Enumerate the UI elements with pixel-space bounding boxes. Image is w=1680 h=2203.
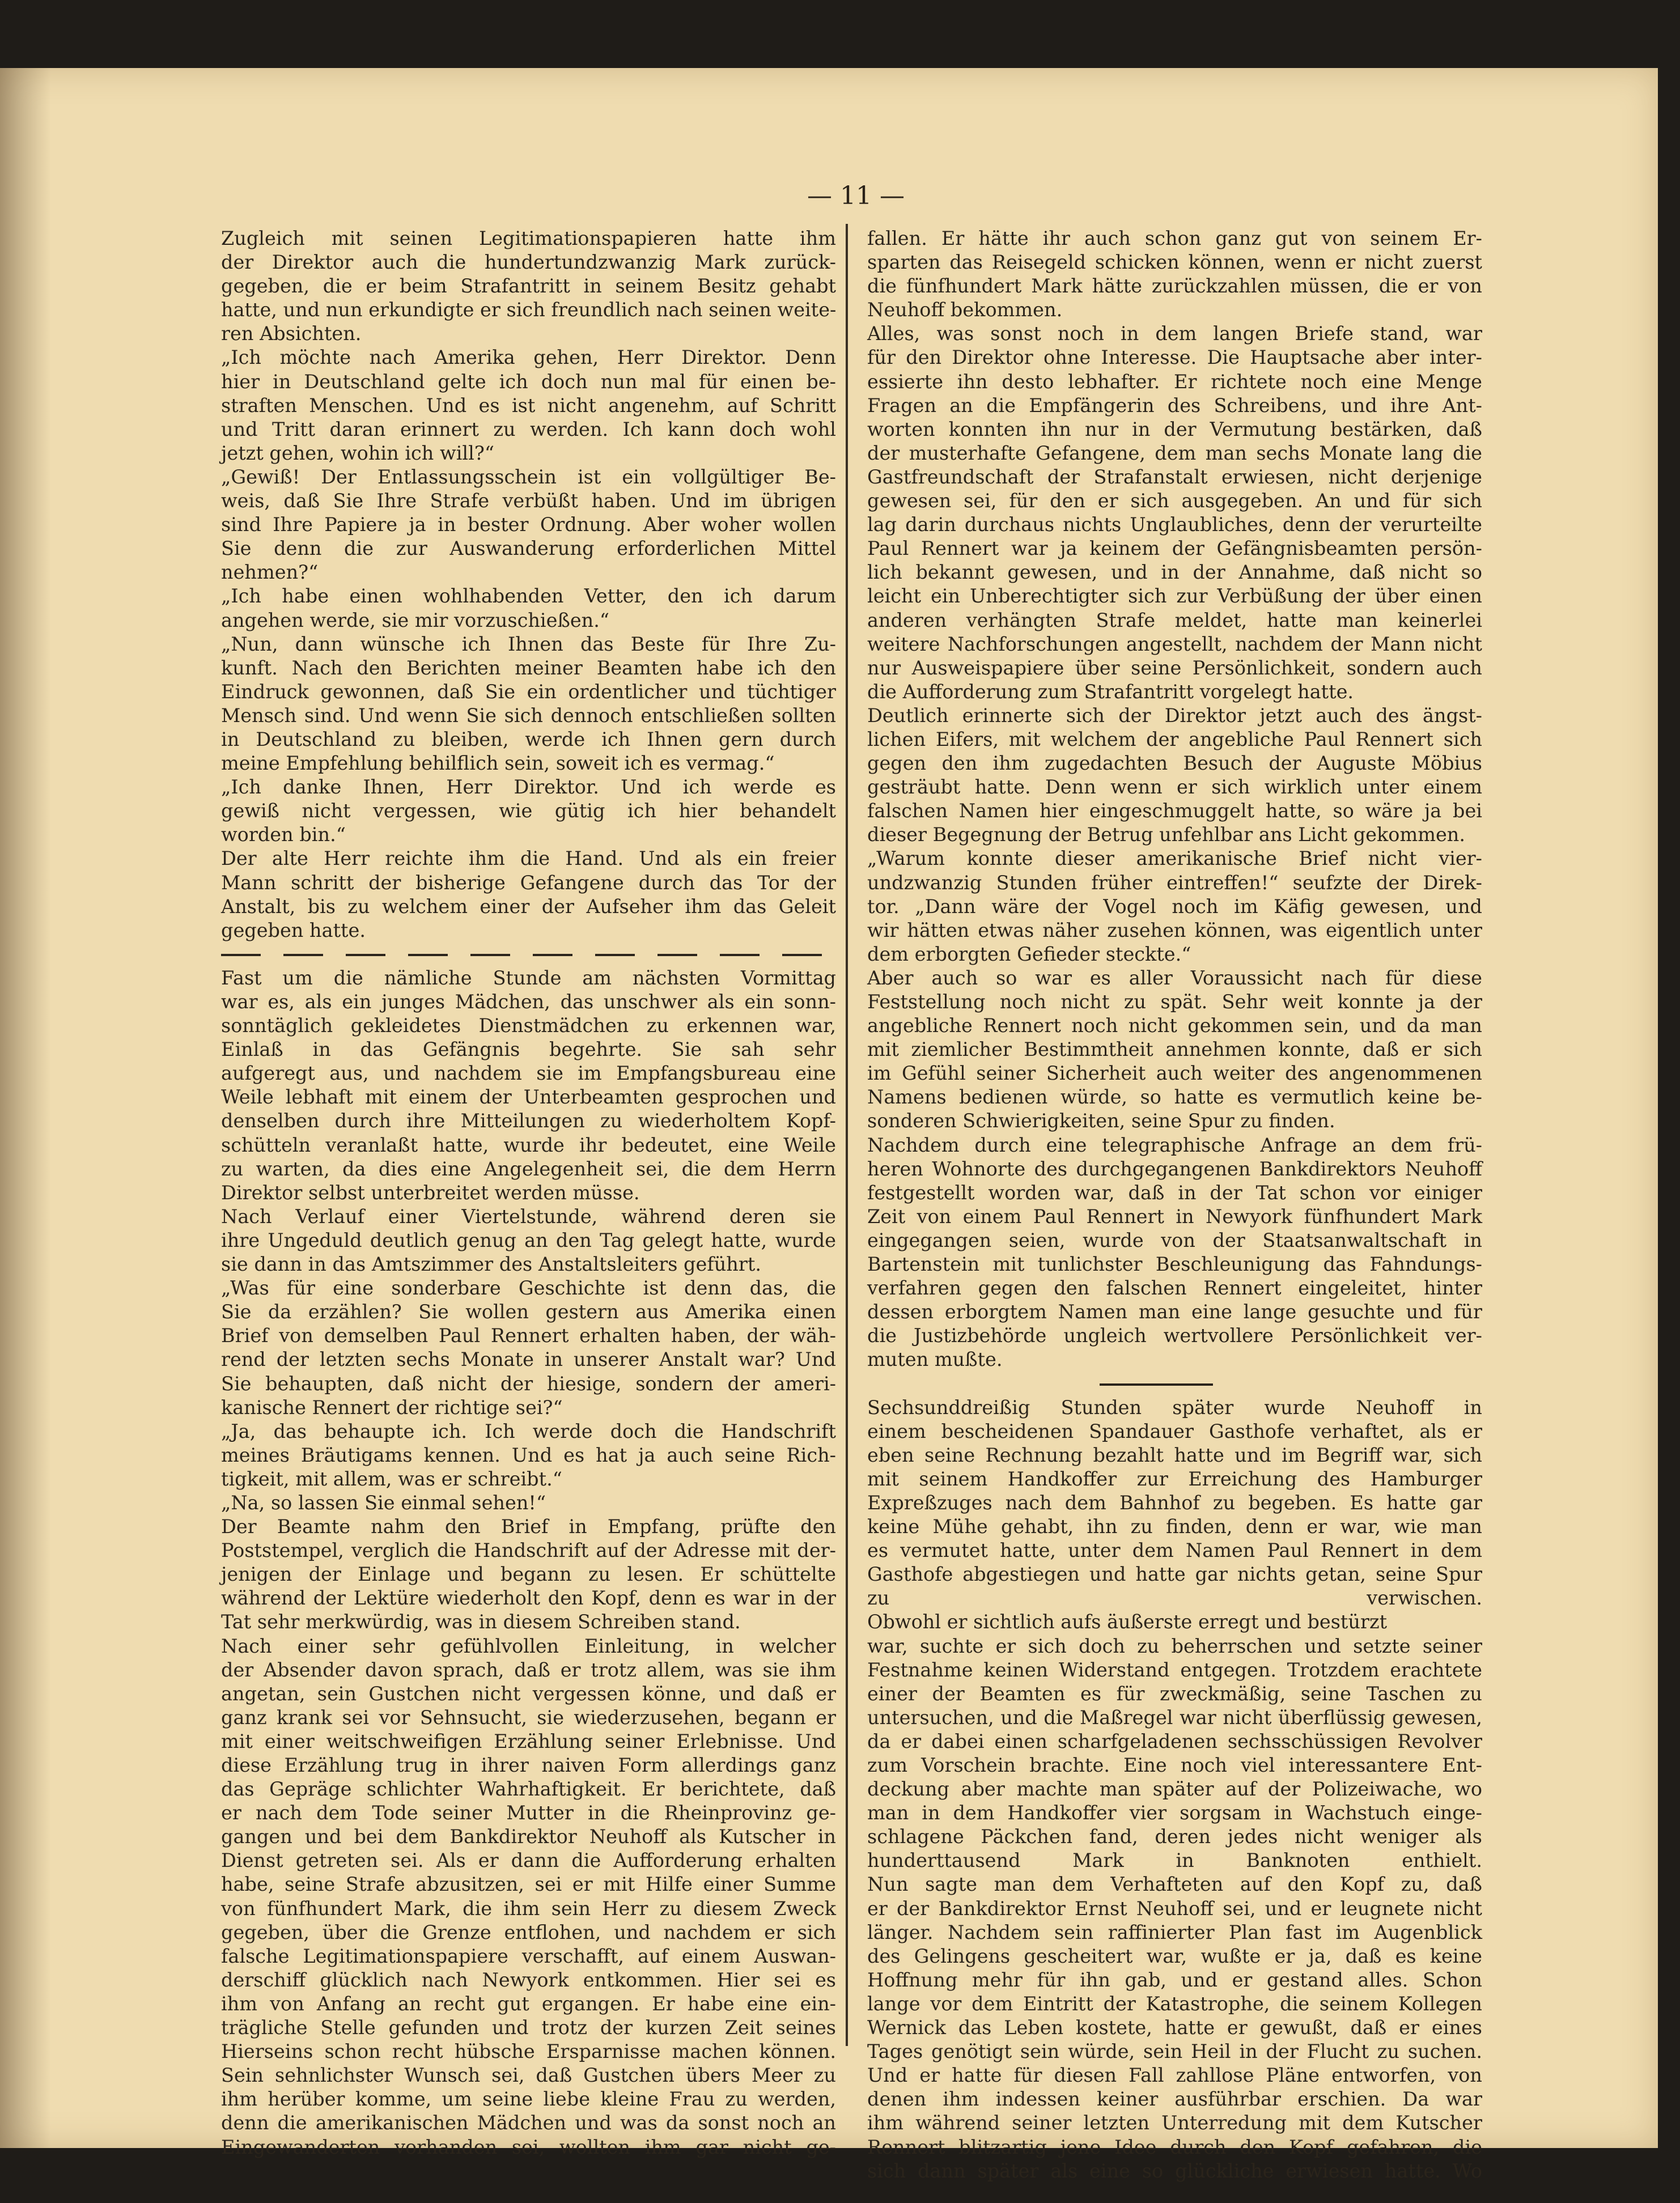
text-line: zum Vorschein brachte. Eine noch viel interessantere Ent-: [867, 1754, 1482, 1776]
text-line: Wernick das Leben kostete, hatte er gewußt, daß er eines: [867, 2017, 1482, 2039]
text-line: weis, daß Sie Ihre Strafe verbüßt haben. Und im übrigen: [221, 490, 836, 512]
text-line: zu warten, da dies eine Angelegenheit sei, die dem Herrn: [221, 1157, 836, 1180]
text-line: habe, seine Strafe abzusitzen, sei er mit Hilfe einer Summe: [221, 1873, 836, 1896]
text-line: es vermutet hatte, unter dem Namen Paul Rennert in dem: [867, 1539, 1482, 1562]
text-line: Alles, was sonst noch in dem langen Briefe stand, war: [867, 322, 1482, 345]
text-line: tor. „Dann wäre der Vogel noch im Käfig gewesen, und: [867, 895, 1482, 918]
text-line: Tages genötigt sein würde, sein Heil in der Flucht zu suchen.: [867, 2040, 1482, 2063]
text-line: länger. Nachdem sein raffinierter Plan fast im Augenblick: [867, 1921, 1482, 1943]
text-line: Einlaß in das Gefängnis begehrte. Sie sah sehr: [221, 1038, 836, 1061]
text-line: worten konnten ihn nur in der Vermutung bestärken, daß: [867, 418, 1482, 440]
text-line: tigkeit, mit allem, was er schreibt.“: [221, 1467, 562, 1490]
text-line: dieser Begegnung der Betrug unfehlbar ans Licht gekommen.: [867, 824, 1466, 846]
text-line: undzwanzig Stunden früher eintreffen!“ seufzte der Direk-: [867, 871, 1482, 894]
text-line: festgestellt worden war, daß in der Tat schon vor einiger: [867, 1181, 1482, 1204]
text-line: angehen werde, sie mir vorzuschießen.“: [221, 609, 609, 631]
text-line: Sechsunddreißig Stunden später wurde Neuhoff in: [867, 1396, 1482, 1419]
text-line: in Deutschland zu bleiben, werde ich Ihnen gern durch: [221, 728, 836, 750]
text-line: Nach Verlauf einer Viertelstunde, während deren sie: [221, 1205, 836, 1228]
text-line: Expreßzuges nach dem Bahnhof zu begeben. Es hatte gar: [867, 1491, 1482, 1514]
text-line: Nachdem durch eine telegraphische Anfrage an dem frü-: [867, 1134, 1482, 1156]
text-line: Bartenstein mit tunlichster Beschleunigung das Fahndungs-: [867, 1253, 1482, 1276]
text-line: sie dann in das Amtszimmer des Anstaltsleiters geführt.: [221, 1253, 761, 1276]
text-line: einer der Beamten es für zweckmäßig, seine Taschen zu: [867, 1682, 1482, 1705]
text-line: Gasthofe abgestiegen und hatte gar nichts getan, seine Spur: [867, 1563, 1482, 1586]
text-line: weitere Nachforschungen angestellt, nachdem der Mann nicht: [867, 633, 1482, 655]
section-separator: [221, 943, 836, 966]
text-line: lich bekannt gewesen, und in der Annahme, daß nicht so: [867, 561, 1482, 584]
section-separator: [867, 1372, 1482, 1396]
text-line: Rennert blitzartig jene Idee durch den Kopf gefahren, die: [867, 2136, 1482, 2158]
text-line: falschen Namen hier eingeschmuggelt hatte, so wäre ja bei: [867, 800, 1482, 822]
text-line: mit seinem Handkoffer zur Erreichung des Hamburger: [867, 1467, 1482, 1490]
text-line: untersuchen, und die Maßregel war nicht überflüssig gewesen,: [867, 1706, 1482, 1729]
text-line: essierte ihn desto lebhafter. Er richtete noch eine Menge: [867, 370, 1482, 393]
text-line: denselben durch ihre Mitteilungen zu wiederholtem Kopf-: [221, 1110, 836, 1132]
text-line: Mann schritt der bisherige Gefangene durch das Tor der: [221, 871, 836, 894]
text-line: Fragen an die Empfängerin des Schreibens, und ihre Ant-: [867, 394, 1482, 417]
text-line: er nach dem Tode seiner Mutter in die Rheinprovinz ge-: [221, 1802, 836, 1824]
text-line: Tat sehr merkwürdig, was in diesem Schreiben stand.: [221, 1611, 741, 1633]
text-line: Sie denn die zur Auswanderung erforderlichen Mittel: [221, 537, 836, 560]
text-line: da er dabei einen scharfgeladenen sechsschüssigen Revolver: [867, 1730, 1482, 1752]
text-line: „Gewiß! Der Entlassungsschein ist ein vollgültiger Be-: [221, 465, 836, 488]
text-line: man in dem Handkoffer vier sorgsam in Wachstuch einge-: [867, 1802, 1482, 1824]
text-line: muten mußte.: [867, 1348, 1003, 1371]
text-line: falsche Legitimationspapiere verschafft, auf einem Auswan-: [221, 1945, 836, 1967]
text-line: Dienst getreten sei. Als er dann die Aufforderung erhalten: [221, 1849, 836, 1872]
text-line: nur Ausweispapiere über seine Persönlichkeit, sondern auch: [867, 656, 1482, 679]
text-line: schütteln veranlaßt hatte, wurde ihr bedeutet, eine Weile: [221, 1134, 836, 1156]
text-line: des Gelingens gescheitert war, wußte er ja, daß es keine: [867, 1945, 1482, 1967]
text-line: ihre Ungeduld deutlich genug an den Tag gelegt hatte, wurde: [221, 1229, 836, 1251]
text-line: Sein sehnlichster Wunsch sei, daß Gustchen übers Meer zu: [221, 2064, 836, 2087]
text-line: war es, als ein junges Mädchen, das unschwer als ein sonn-: [221, 991, 836, 1013]
text-line: trägliche Stelle gefunden und trotz der kurzen Zeit seines: [221, 2017, 836, 2039]
text-line: einem bescheidenen Spandauer Gasthofe verhaftet, als er: [867, 1420, 1482, 1442]
text-line: keine Mühe gehabt, ihn zu finden, denn er war, wie man: [867, 1516, 1482, 1538]
text-line: eingegangen seien, wurde von der Staatsanwaltschaft in: [867, 1229, 1482, 1251]
text-line: hier in Deutschland gelte ich doch nun mal für einen be-: [221, 370, 836, 393]
text-line: sind Ihre Papiere ja in bester Ordnung. Aber woher wollen: [221, 513, 836, 536]
text-line: „Ich danke Ihnen, Herr Direktor. Und ich werde es: [221, 776, 836, 799]
text-line: gegeben, über die Grenze entflohen, und nachdem er sich: [221, 1921, 836, 1943]
text-line: „Ja, das behaupte ich. Ich werde doch die Handschrift: [221, 1420, 836, 1442]
text-line: hunderttausend Mark in Banknoten enthielt.: [867, 1849, 1482, 1872]
text-line: Der Beamte nahm den Brief in Empfang, prüfte den: [221, 1516, 836, 1538]
page-gutter-shadow: [0, 68, 51, 2148]
text-line: ihm von Anfang an recht gut ergangen. Er habe eine ein-: [221, 1992, 836, 2015]
text-line: nehmen?“: [221, 561, 319, 584]
text-line: heren Wohnorte des durchgegangenen Bankdirektors Neuhoff: [867, 1157, 1482, 1180]
text-line: meines Bräutigams kennen. Und es hat ja auch seine Rich-: [221, 1444, 836, 1466]
text-line: die Justizbehörde ungleich wertvollere Persönlichkeit ver-: [867, 1325, 1482, 1347]
text-line: Nach einer sehr gefühlvollen Einleitung, in welcher: [221, 1635, 836, 1657]
text-line: dessen erborgtem Namen man eine lange gesuchte und für: [867, 1301, 1482, 1323]
text-line: „Ich habe einen wohlhabenden Vetter, den ich darum: [221, 585, 836, 608]
text-line: fallen. Er hätte ihr auch schon ganz gut von seinem Er-: [867, 227, 1482, 249]
text-line: Festnahme keinen Widerstand entgegen. Trotzdem erachtete: [867, 1658, 1482, 1681]
text-line: kunft. Nach den Berichten meiner Beamten habe ich den: [221, 656, 836, 679]
text-line: schlagene Päckchen fand, deren jedes nicht weniger als: [867, 1826, 1482, 1848]
text-line: Eindruck gewonnen, daß Sie ein ordentlicher und tüchtiger: [221, 680, 836, 703]
text-line: die fünfhundert Mark hätte zurückzahlen müssen, die er von: [867, 275, 1482, 298]
text-line: Mensch sind. Und wenn Sie sich dennoch entschließen sollten: [221, 704, 836, 727]
text-line: Poststempel, verglich die Handschrift auf der Adresse mit der-: [221, 1539, 836, 1562]
column-divider: [846, 224, 848, 2046]
text-line: „Warum konnte dieser amerikanische Brief nicht vier-: [867, 847, 1482, 870]
text-line: hatte, und nun erkundigte er sich freundlich nach seinen weite-: [221, 299, 837, 321]
text-line: jetzt gehen, wohin ich will?“: [221, 442, 494, 464]
text-line: sonderen Schwierigkeiten, seine Spur zu finden.: [867, 1110, 1335, 1132]
text-line: lag darin durchaus nichts Unglaubliches, denn der verurteilte: [867, 513, 1482, 536]
text-line: meine Empfehlung behilflich sein, soweit ich es vermag.“: [221, 752, 775, 775]
text-line: Brief von demselben Paul Rennert erhalten haben, der wäh-: [221, 1325, 836, 1347]
text-line: wir hätten etwas näher zusehen können, was eigentlich unter: [867, 919, 1482, 941]
text-line: Und er hatte für diesen Fall zahllose Pläne entworfen, von: [867, 2064, 1482, 2087]
text-line: von fünfhundert Mark, die ihm sein Herr zu diesem Zweck: [221, 1897, 836, 1920]
text-line: der musterhafte Gefangene, dem man sechs Monate lang die: [867, 442, 1482, 464]
text-line: Sie da erzählen? Sie wollen gestern aus Amerika einen: [221, 1301, 836, 1323]
text-line: gesträubt hatte. Denn wenn er sich wirklich unter einem: [867, 776, 1482, 799]
text-line: der Absender davon sprach, daß er trotz allem, was sie ihm: [221, 1658, 836, 1681]
text-line: mit einer weitschweifigen Erzählung seiner Erlebnisse. Und: [221, 1730, 836, 1752]
text-line: gegen den ihm zugedachten Besuch der Auguste Möbius: [867, 752, 1482, 775]
text-line: kanische Rennert der richtige sei?“: [221, 1396, 563, 1419]
text-line: aufgeregt aus, und nachdem sie im Empfangsbureau eine: [221, 1062, 836, 1085]
text-line: deckung aber machte man später auf der Polizeiwache, wo: [867, 1778, 1482, 1801]
text-line: im Gefühl seiner Sicherheit auch weiter des angenommenen: [867, 1062, 1482, 1085]
text-line: straften Menschen. Und es ist nicht angenehm, auf Schritt: [221, 394, 836, 417]
text-line: „Nun, dann wünsche ich Ihnen das Beste für Ihre Zu-: [221, 633, 836, 655]
text-line: anderen verhängten Strafe meldet, hatte man keinerlei: [867, 609, 1482, 631]
text-line: Namens bedienen würde, so hatte es vermutlich keine be-: [867, 1086, 1482, 1109]
text-line: lange vor dem Eintritt der Katastrophe, die seinem Kollegen: [867, 1992, 1482, 2015]
text-line: Paul Rennert war ja keinem der Gefängnisbeamten persön-: [867, 537, 1482, 560]
text-line: angetan, sein Gustchen nicht vergessen könne, und daß er: [221, 1682, 836, 1705]
text-line: verfahren gegen den falschen Rennert eingeleitet, hinter: [867, 1277, 1482, 1300]
text-line: ihm während seiner letzten Unterredung mit dem Kutscher: [867, 2112, 1482, 2134]
text-line: zu verwischen.: [867, 1587, 1482, 1610]
text-line: Zugleich mit seinen Legitimationspapieren hatte ihm: [221, 227, 836, 249]
text-line: Gastfreundschaft der Strafanstalt erwiesen, nicht derjenige: [867, 465, 1482, 488]
text-line: Hierseins schon recht hübsche Ersparnisse machen können.: [221, 2040, 836, 2063]
left-column: [221, 227, 837, 2158]
text-line: mit ziemlicher Bestimmtheit annehmen konnte, daß er sich: [867, 1038, 1482, 1061]
text-line: gegeben, die er beim Strafantritt in seinem Besitz gehabt: [221, 275, 836, 298]
text-line: diese Erzählung trug in ihrer naiven Form allerdings ganz: [221, 1754, 836, 1776]
text-line: sonntäglich gekleidetes Dienstmädchen zu erkennen war,: [221, 1015, 836, 1037]
text-line: Aber auch so war es aller Voraussicht nach für diese: [867, 966, 1482, 989]
text-line: der Direktor auch die hundertundzwanzig Mark zurück-: [221, 251, 836, 274]
text-line: eben seine Rechnung bezahlt hatte und im Begriff war, sich: [867, 1444, 1482, 1466]
text-line: denen ihm indessen keiner ausführbar erschien. Da war: [867, 2088, 1482, 2111]
text-line: er der Bankdirektor Ernst Neuhoff sei, und er leugnete nicht: [867, 1897, 1482, 1920]
text-line: ganz krank sei vor Sehnsucht, sie wiederzusehen, begann er: [221, 1706, 836, 1729]
text-line: ren Absichten.: [221, 322, 362, 345]
text-line: Obwohl er sichtlich aufs äußerste erregt und bestürzt: [867, 1611, 1388, 1633]
text-line: denn die amerikanischen Mädchen und was da sonst noch an: [221, 2112, 836, 2134]
text-line: „Was für eine sonderbare Geschichte ist denn das, die: [221, 1277, 836, 1300]
text-line: sparten das Reisegeld schicken können, wenn er nicht zuerst: [867, 251, 1482, 274]
text-line: Feststellung noch nicht zu spät. Sehr weit konnte ja der: [867, 991, 1482, 1013]
text-line: „Na, so lassen Sie einmal sehen!“: [221, 1491, 546, 1514]
text-line: für den Direktor ohne Interesse. Die Hauptsache aber inter-: [867, 346, 1482, 369]
text-line: gewesen sei, für den er sich ausgegeben. An und für sich: [867, 490, 1482, 512]
text-line: rend der letzten sechs Monate in unserer Anstalt war? Und: [221, 1348, 836, 1371]
text-line: Eingewanderten vorhanden sei, wollten ihm gar nicht ge-: [221, 2136, 836, 2158]
text-line: jenigen der Einlage und begann zu lesen. Er schüttelte: [221, 1563, 836, 1586]
text-line: derschiff glücklich nach Newyork entkommen. Hier sei es: [221, 1968, 836, 1991]
page-number: — 11 —: [807, 181, 905, 210]
text-line: „Ich möchte nach Amerika gehen, Herr Direktor. Denn: [221, 346, 836, 369]
right-column: [867, 227, 1482, 2182]
text-line: gegeben hatte.: [221, 919, 366, 941]
text-line: Weile lebhaft mit einem der Unterbeamten gesprochen und: [221, 1086, 836, 1109]
text-line: Der alte Herr reichte ihm die Hand. Und als ein freier: [221, 847, 836, 870]
text-line: dem erborgten Gefieder steckte.“: [867, 943, 1191, 965]
text-line: Deutlich erinnerte sich der Direktor jetzt auch des ängst-: [867, 704, 1482, 727]
text-line: Anstalt, bis zu welchem einer der Aufseher ihm das Geleit: [221, 895, 836, 918]
text-line: ihm herüber komme, um seine liebe kleine Frau zu werden,: [221, 2088, 836, 2111]
text-line: war, suchte er sich doch zu beherrschen und setzte seiner: [867, 1635, 1482, 1657]
text-line: angebliche Rennert noch nicht gekommen sein, und da man: [867, 1015, 1482, 1037]
text-line: worden bin.“: [221, 824, 346, 846]
text-line: lichen Eifers, mit welchem der angebliche Paul Rennert sich: [867, 728, 1482, 750]
text-line: Nun sagte man dem Verhafteten auf den Kopf zu, daß: [867, 1873, 1482, 1896]
text-line: Direktor selbst unterbreitet werden müsse.: [221, 1181, 640, 1204]
text-line: gangen und bei dem Bankdirektor Neuhoff als Kutscher in: [221, 1826, 836, 1848]
text-line: gewiß nicht vergessen, wie gütig ich hier behandelt: [221, 800, 836, 822]
text-line: sich dann später als eine so glückliche erwiesen hatte. Wo: [867, 2159, 1482, 2182]
text-line: Neuhoff bekommen.: [867, 299, 1063, 321]
text-line: Hoffnung mehr für ihn gab, und er gestand alles. Schon: [867, 1968, 1482, 1991]
text-line: und Tritt daran erinnert zu werden. Ich kann doch wohl: [221, 418, 836, 440]
text-line: während der Lektüre wiederholt den Kopf, denn es war in der: [221, 1587, 836, 1610]
text-line: Zeit von einem Paul Rennert in Newyork fünfhundert Mark: [867, 1205, 1482, 1228]
text-line: leicht ein Unberechtigter sich zur Verbüßung der über einen: [867, 585, 1482, 608]
text-line: Sie behaupten, daß nicht der hiesige, sondern der ameri-: [221, 1372, 836, 1395]
text-line: das Gepräge schlichter Wahrhaftigkeit. Er berichtete, daß: [221, 1778, 836, 1801]
text-line: die Aufforderung zum Strafantritt vorgelegt hatte.: [867, 680, 1354, 703]
text-line: Fast um die nämliche Stunde am nächsten Vormittag: [221, 966, 836, 989]
